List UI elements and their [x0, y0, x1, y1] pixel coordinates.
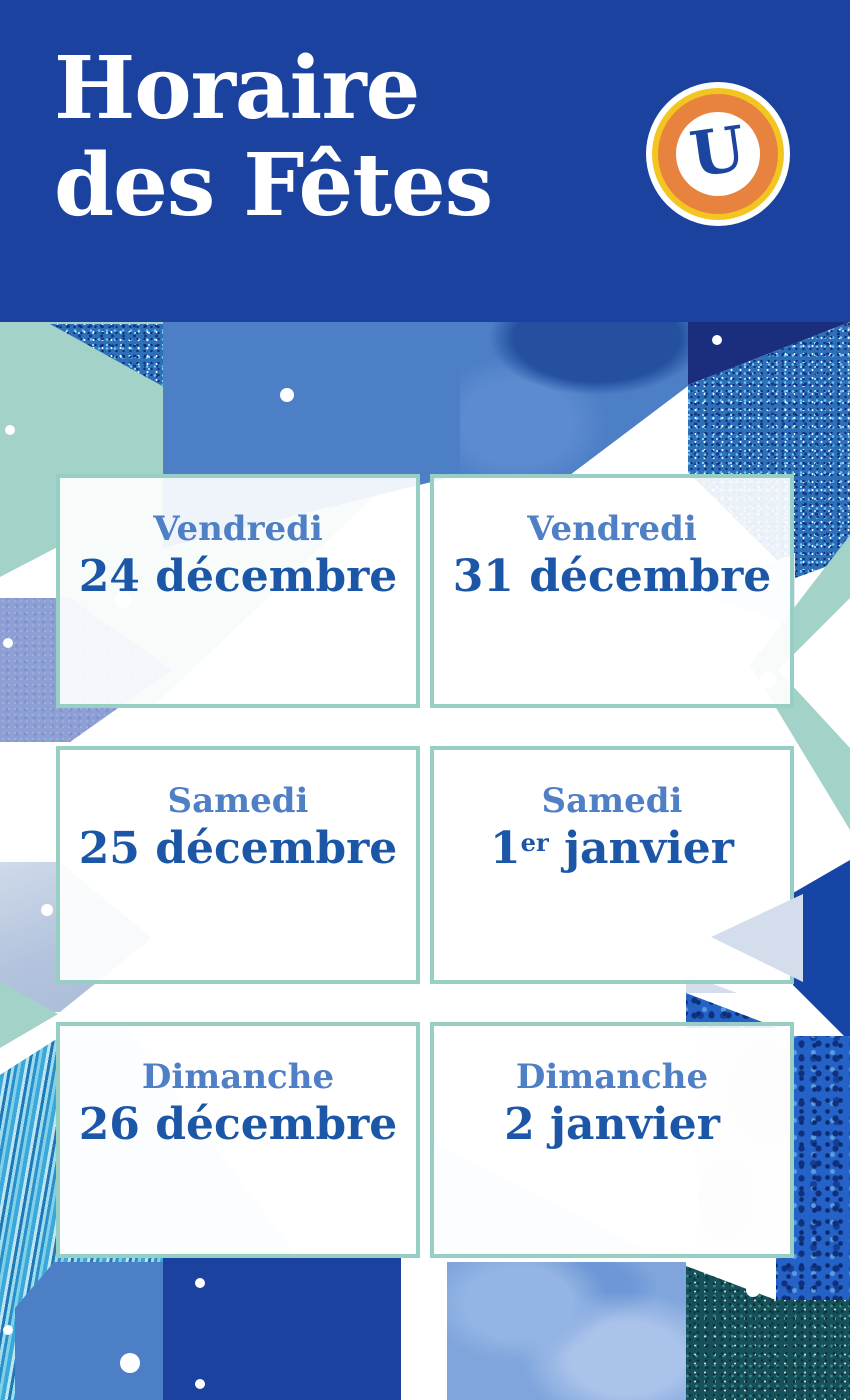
dot	[3, 638, 13, 648]
dot	[195, 1379, 205, 1389]
card-day-label: Vendredi	[527, 509, 697, 549]
schedule-card-dimanche-2	[430, 1022, 794, 1258]
dot	[280, 388, 294, 402]
schedule-card-vendredi-24	[56, 474, 420, 708]
schedule-card-samedi-25	[56, 746, 420, 984]
schedule-card-dimanche-26	[56, 1022, 420, 1258]
dot	[712, 335, 722, 345]
card-day-label: Samedi	[541, 781, 683, 821]
card-date: 24 décembre	[78, 551, 398, 603]
page-title	[54, 38, 493, 237]
card-day-label: Vendredi	[153, 509, 323, 549]
medium-blue-bottom-band	[15, 1262, 163, 1400]
watercolor-bottom-band	[447, 1262, 686, 1400]
title-line2: des Fêtes	[54, 135, 493, 237]
dot	[195, 1278, 205, 1288]
title-line1: Horaire	[54, 38, 420, 139]
card-date: 31 décembre	[452, 551, 772, 603]
card-date: 2 janvier	[504, 1099, 720, 1151]
dot	[120, 1353, 140, 1373]
card-day-label: Dimanche	[141, 1057, 335, 1097]
uniprix-logo-icon	[646, 82, 790, 226]
card-date: 26 décembre	[78, 1099, 398, 1151]
schedule-card-vendredi-31	[430, 474, 794, 708]
dot	[5, 425, 15, 435]
watercolor-shape-top	[460, 322, 688, 478]
logo-u-letter: U	[685, 111, 750, 191]
dot	[746, 1283, 760, 1297]
dot	[3, 1325, 13, 1335]
card-date: 25 décembre	[78, 823, 398, 875]
card-day-label: Samedi	[167, 781, 309, 821]
dot	[41, 904, 53, 916]
card-date: 1er janvier	[490, 823, 734, 875]
card-day-label: Dimanche	[515, 1057, 709, 1097]
